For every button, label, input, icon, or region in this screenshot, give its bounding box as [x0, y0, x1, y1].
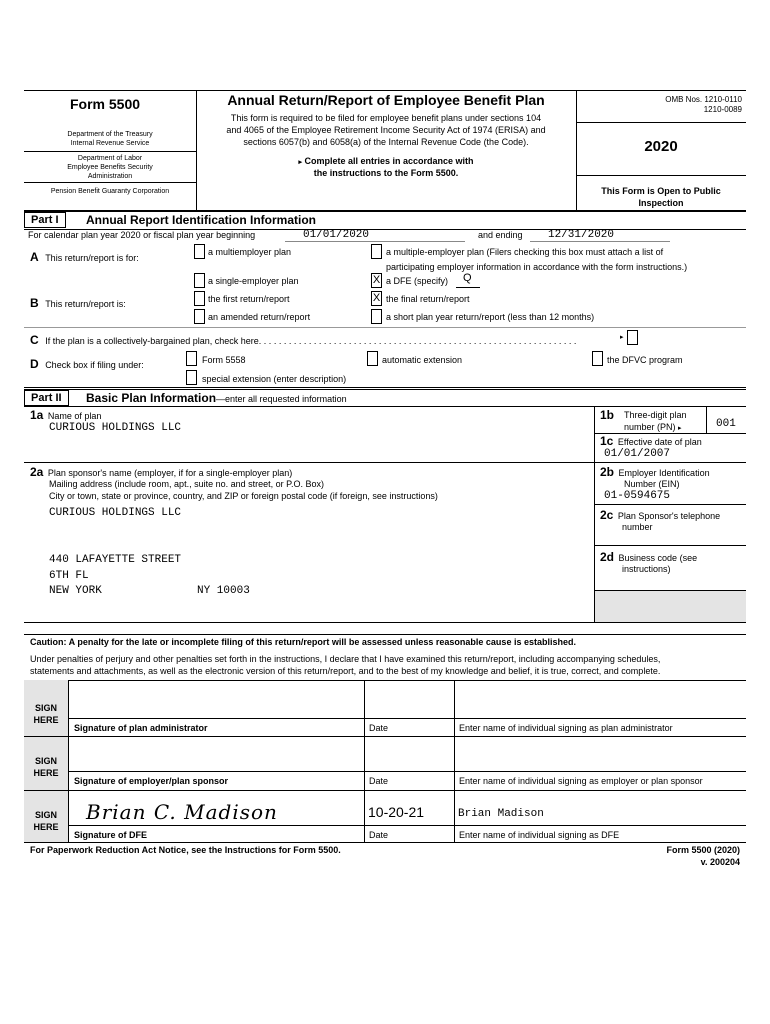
special-extension-label: special extension (enter description) [202, 374, 347, 384]
line-d-letter: D [30, 357, 39, 371]
part-2-tag: Part II [24, 390, 69, 406]
sponsor-address-1[interactable]: 440 LAFAYETTE STREET [49, 554, 182, 566]
single-employer-label: a single-employer plan [208, 276, 299, 286]
sign-label: SIGN [34, 703, 57, 713]
auto-extension-checkbox[interactable] [367, 351, 378, 366]
calendar-year-label: For calendar plan year 2020 or fiscal plan year beginning [28, 230, 256, 240]
multiple-employer-label-1: a multiple-employer plan (Filers checking this box must attach a list of [386, 247, 664, 257]
line-b-label: This return/report is: [45, 299, 126, 309]
line-2c-label-1: Plan Sponsor's telephone [617, 511, 721, 521]
dfe-signature-label: Signature of DFE [74, 830, 148, 840]
line-2c-number: 2c [600, 508, 614, 522]
paperwork-notice: For Paperwork Reduction Act Notice, see the Instructions for Form 5500. [30, 845, 341, 855]
final-return-label: the final return/report [386, 294, 470, 304]
dfe-label: a DFE (specify) [386, 276, 449, 286]
line-2c [600, 508, 720, 522]
first-return-label: the first return/report [208, 294, 290, 304]
collective-bargain-checkbox[interactable] [627, 330, 638, 345]
dfe-name-label: Enter name of individual signing as DFE [459, 830, 620, 840]
admin-name-label: Enter name of individual signing as plan administrator [459, 723, 673, 733]
sponsor-state-zip[interactable]: NY 10003 [197, 585, 250, 597]
form-year: 2020 [644, 138, 678, 155]
complete-instructions [196, 156, 576, 166]
amended-checkbox[interactable] [194, 309, 205, 324]
line-1a-label: Name of plan [47, 411, 102, 421]
omb-number-1: OMB Nos. 1210-0110 [665, 95, 742, 104]
sign-here-1 [24, 702, 68, 726]
dfe-type-value[interactable]: Q [463, 272, 472, 284]
form-5558-checkbox[interactable] [186, 351, 197, 366]
line-2a-label-2: Mailing address (include room, apt., suite no. and street, or P.O. Box) [49, 479, 324, 489]
dfe-date-value[interactable]: 10-20-21 [368, 804, 425, 820]
agency-irs: Internal Revenue Service [70, 140, 150, 147]
amended-label: an amended return/report [208, 312, 311, 322]
sign-here-3 [24, 809, 68, 833]
line-2a [30, 465, 292, 479]
part-2-heading [86, 391, 347, 405]
short-year-checkbox[interactable] [371, 309, 382, 324]
ein-value[interactable]: 01-0594675 [604, 490, 671, 502]
effective-date-value[interactable]: 01/01/2007 [604, 448, 671, 460]
line-b-letter: B [30, 296, 39, 310]
sign-here-2 [24, 755, 68, 779]
here-label: HERE [33, 715, 59, 725]
omb-number-2: 1210-0089 [703, 105, 742, 114]
line-1b-number: 1b [600, 408, 615, 422]
required-text-1: This form is required to be filed for employee benefit plans under sections 104 [230, 113, 542, 123]
plan-year-begin[interactable]: 01/01/2020 [303, 229, 370, 241]
line-a-label: This return/report is for: [45, 253, 139, 263]
ending-label: and ending [478, 230, 523, 240]
sponsor-city[interactable]: NEW YORK [49, 585, 102, 597]
multiple-employer-label-2: participating employer information in accordance with the form instructions.) [386, 262, 688, 272]
line-b [30, 296, 126, 310]
line-2b-label-2: Number (EIN) [624, 479, 680, 489]
dfe-name-value[interactable]: Brian Madison [458, 808, 544, 820]
sponsor-date-label: Date [369, 776, 389, 786]
here-label: HERE [33, 768, 59, 778]
agency-labor: Department of Labor [77, 155, 143, 162]
line-2d-label-1: Business code (see [618, 553, 698, 563]
complete-text-1: Complete all entries in accordance with [304, 156, 474, 166]
line-1b-label-2: number (PN) [624, 422, 676, 432]
form-version: v. 200204 [700, 857, 740, 867]
admin-date-label: Date [369, 723, 389, 733]
triangle-right-icon: ▸ [678, 425, 682, 432]
line-2a-label-1: Plan sponsor's name (employer, if for a single-employer plan) [47, 468, 293, 478]
line-d [30, 357, 144, 371]
perjury-text-2: statements and attachments, as well as the electronic version of this return/report, and to the best of my knowledge and belief, it is true, correct, and complete. [30, 666, 661, 676]
sponsor-address-2[interactable]: 6TH FL [49, 570, 89, 582]
plan-year-end[interactable]: 12/31/2020 [548, 229, 615, 241]
plan-name-value[interactable]: CURIOUS HOLDINGS LLC [49, 422, 182, 434]
sponsor-signature-label: Signature of employer/plan sponsor [74, 776, 229, 786]
part-1-tag: Part I [24, 212, 66, 228]
agency-ebsa-1: Employee Benefits Security [67, 164, 153, 171]
line-2d [600, 550, 697, 564]
agency-treasury: Department of the Treasury [67, 131, 153, 138]
sign-label: SIGN [34, 810, 57, 820]
line-c [30, 333, 622, 347]
first-return-checkbox[interactable] [194, 291, 205, 306]
final-return-checkbox[interactable]: X [372, 292, 381, 304]
dfe-checkbox[interactable]: X [372, 274, 381, 286]
line-1a [30, 408, 101, 422]
line-1c-label: Effective date of plan [617, 437, 702, 447]
agency-pbgc: Pension Benefit Guaranty Corporation [50, 188, 170, 195]
single-employer-checkbox[interactable] [194, 273, 205, 288]
part-1-title: Annual Report Identification Information [86, 213, 316, 227]
line-2d-label-2: instructions) [622, 564, 671, 574]
line-a-letter: A [30, 250, 39, 264]
line-2a-label-3: City or town, state or province, country, and ZIP or foreign postal code (if foreign, see instructions) [49, 491, 438, 501]
sponsor-name-value[interactable]: CURIOUS HOLDINGS LLC [49, 507, 182, 519]
line-2b-label-1: Employer Identification [618, 468, 710, 478]
multiemployer-label: a multiemployer plan [208, 247, 292, 257]
multiemployer-checkbox[interactable] [194, 244, 205, 259]
form-name: Form 5500 [70, 96, 141, 112]
line-1b [600, 408, 614, 422]
required-text-3: sections 6057(b) and 6058(a) of the Internal Revenue Code (the Code). [243, 137, 529, 147]
plan-number-value[interactable]: 001 [716, 418, 736, 430]
line-d-label: Check box if filing under: [45, 360, 144, 370]
line-2b [600, 465, 710, 479]
sign-label: SIGN [34, 756, 57, 766]
line-1b-label-2-row [624, 422, 682, 432]
line-1c-number: 1c [600, 434, 614, 448]
line-a [30, 250, 139, 264]
sponsor-name-label: Enter name of individual signing as employer or plan sponsor [459, 776, 703, 786]
line-c-label: If the plan is a collectively-bargained plan, check here. . . . . . . . . . . . . . . . . . . . . . . . . . . . . . . . . . . . . . . . . . . . . . . . . . . . . . . . . . . . . . . . [45, 336, 577, 346]
triangle-right-icon: ▸ [620, 334, 624, 341]
public-inspection-1: This Form is Open to Public [601, 186, 721, 196]
part-2-title: Basic Plan Information [86, 391, 217, 405]
line-1b-label-1: Three-digit plan [624, 410, 687, 420]
admin-signature-label: Signature of plan administrator [74, 723, 208, 733]
public-inspection-2: Inspection [638, 198, 684, 208]
dfvc-label: the DFVC program [607, 355, 683, 365]
auto-extension-label: automatic extension [382, 355, 463, 365]
part-2-title-suffix: —enter all requested information [216, 394, 347, 404]
line-1c [600, 434, 702, 448]
line-c-letter: C [30, 333, 39, 347]
required-text-2: and 4065 of the Employee Retirement Income Security Act of 1974 (ERISA) and [226, 125, 546, 135]
here-label: HERE [33, 822, 59, 832]
form-id: Form 5500 (2020) [666, 845, 740, 855]
line-2a-number: 2a [30, 465, 44, 479]
line-2d-number: 2d [600, 550, 615, 564]
perjury-text-1: Under penalties of perjury and other penalties set forth in the instructions, I declare that I have examined this return/report, including accompanying schedules, [30, 654, 661, 664]
triangle-right-icon: ▸ [298, 159, 302, 166]
line-2b-number: 2b [600, 465, 615, 479]
dfe-handwritten-signature[interactable]: Brian C. Madison [86, 800, 278, 824]
complete-text-2: the instructions to the Form 5500. [313, 168, 459, 178]
line-2c-label-2: number [622, 522, 653, 532]
form-5558-label: Form 5558 [202, 355, 246, 365]
form-title: Annual Return/Report of Employee Benefit Plan [227, 92, 545, 108]
caution-text: Caution: A penalty for the late or incomplete filing of this return/report will be assessed unless reasonable cause is established. [30, 637, 576, 647]
multiple-employer-checkbox[interactable] [371, 244, 382, 259]
special-extension-checkbox[interactable] [186, 370, 197, 385]
agency-ebsa-2: Administration [87, 173, 133, 180]
line-1a-number: 1a [30, 408, 44, 422]
short-year-label: a short plan year return/report (less than 12 months) [386, 312, 595, 322]
business-code-field[interactable] [595, 591, 746, 622]
dfvc-checkbox[interactable] [592, 351, 603, 366]
dfe-date-label: Date [369, 830, 389, 840]
